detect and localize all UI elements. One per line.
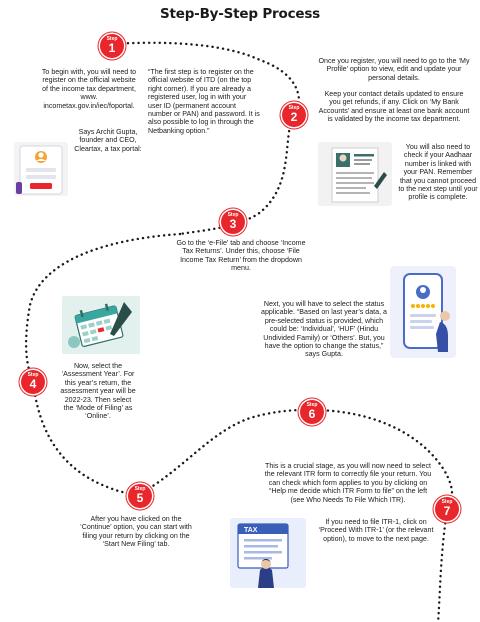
page-title: Step-By-Step Process xyxy=(159,6,321,22)
step-1-badge xyxy=(100,34,124,58)
step-6-text: Next, you will have to select the status applicable. “Based on last year’s data, a pre-selected status is provided, which could be: ‘Individual’, ‘HUF’ (Hindu Undivided Family) or ‘Others’. But, you have the option to change the status,” says Gupta. xyxy=(261,300,387,359)
step-number: 5 xyxy=(136,491,144,505)
step-number: 6 xyxy=(308,407,316,421)
step-2-text-b: Keep your contact details updated to ensure you get refunds, if any. Click on ‘My Bank Accounts’ and ensure at least one bank account is validated by the income tax department. xyxy=(318,90,470,124)
step-2-text-a: Once you register, you will need to go to the ‘My Profile’ option to view, edit and update your personal details. xyxy=(318,57,470,82)
step-word: Step xyxy=(106,36,118,42)
step-word: Step xyxy=(441,499,453,505)
step-4-badge xyxy=(21,370,45,394)
step-4-text: Now, select the ‘Assessment Year’. For this year’s return, the assessment year will be 2022-23. Then select the ‘Mode of Filing’ as ‘Online’. xyxy=(60,362,136,421)
calendar-illustration xyxy=(62,296,140,354)
says-text: Says Archit Gupta, founder and CEO, Cleartax, a tax portal: xyxy=(74,128,142,153)
tax-form-illustration xyxy=(230,518,306,588)
step-7-text-a: This is a crucial stage, as you will now need to select the relevant ITR form to correctly file your return. You can check which form applies to you by clicking on “Help me decide which ITR Form to file” on the left (see Who Needs To File Which ITR). xyxy=(264,462,432,504)
step-5-badge xyxy=(128,484,152,508)
step-number: 3 xyxy=(229,217,237,231)
step-number: 7 xyxy=(443,504,451,518)
step-3-text: Go to the ‘e-File’ tab and choose ‘Income Tax Returns’. Under this, choose ‘File Income Tax Return’ from the dropdown menu. xyxy=(176,239,306,273)
step-2-text-c: You will also need to check if your Aadhaar number is linked with your PAN. Remember that you cannot proceed to the next step until your profile is complete. xyxy=(398,143,478,202)
step-word: Step xyxy=(27,372,39,378)
step-5-text: After you have clicked on the ‘Continue’ option, you can start with filing your return by clicking on the ‘Start New Filing’ tab. xyxy=(80,515,192,549)
step-3-badge xyxy=(221,210,245,234)
tax-label-art: TAX xyxy=(244,527,258,534)
step-number: 1 xyxy=(108,41,116,55)
step-word: Step xyxy=(288,105,300,111)
phone-profile-illustration xyxy=(390,266,456,358)
step-word: Step xyxy=(227,212,239,218)
step-word: Step xyxy=(306,402,318,408)
step-number: 4 xyxy=(29,377,37,391)
step-7-text-b: If you need to file ITR-1, click on ‘Proceed With ITR-1’ (or the relevant option), to move to the next page. xyxy=(318,518,434,543)
step-7-badge xyxy=(435,497,459,521)
step-6-badge xyxy=(300,400,324,424)
step-number: 2 xyxy=(290,110,298,124)
profile-document-illustration xyxy=(318,142,392,206)
step-2-badge xyxy=(282,103,306,127)
step-word: Step xyxy=(134,486,146,492)
login-form-illustration xyxy=(12,140,70,198)
intro-text: To begin with, you will need to register on the official website of the income tax department, www. incometax.gov.in/iec/foportal. xyxy=(41,68,137,110)
step-1-quote: “The first step is to register on the official website of ITD (on the top right corner). If you are already a registered user, log in with your user ID (permanent account number or PAN) and password. It is also possible to log in through the Netbanking option.” xyxy=(148,68,260,135)
